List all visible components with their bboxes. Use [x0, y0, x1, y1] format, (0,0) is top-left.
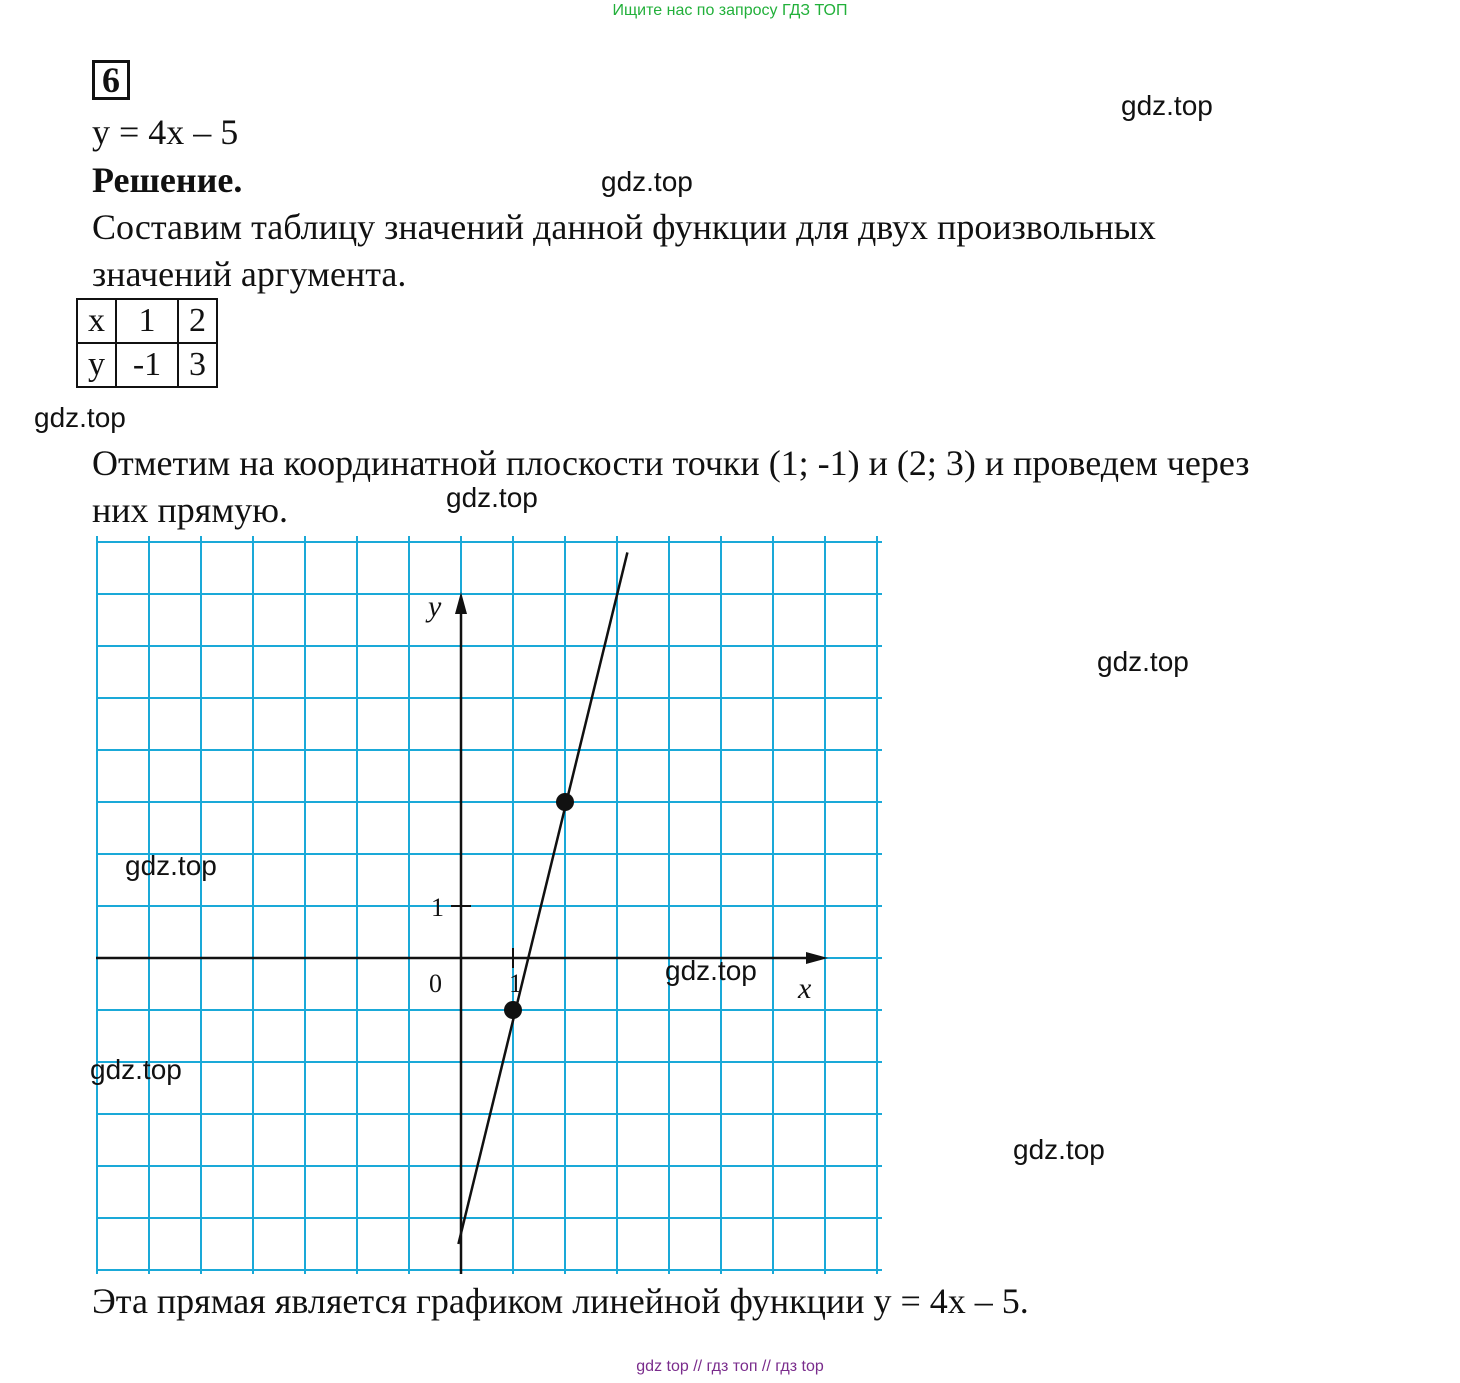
equation: y = 4x – 5: [92, 112, 239, 152]
y-axis-arrow: [455, 592, 467, 614]
paragraph-1-line-2: значений аргумента.: [92, 254, 407, 294]
grid: [96, 536, 882, 1274]
data-point: [504, 1001, 522, 1019]
watermark: gdz.top: [1013, 1134, 1105, 1165]
paragraph-2-line-1: Отметим на координатной плоскости точки (1; -1) и (2; 3) и проведем через: [92, 443, 1250, 483]
paragraph-1-line-1: Составим таблицу значений данной функции для двух произвольных: [92, 207, 1156, 247]
watermark: gdz.top: [125, 850, 217, 881]
data-point: [556, 793, 574, 811]
origin-label: 0: [429, 969, 442, 998]
paragraph-2-line-2: них прямую.: [92, 490, 289, 530]
watermark: gdz.top: [601, 166, 693, 197]
series-line: [458, 552, 627, 1244]
watermark: gdz.top: [1121, 90, 1213, 121]
table-cell: -1: [116, 343, 178, 387]
table-cell: 3: [178, 343, 217, 387]
x-axis-label: x: [798, 972, 812, 1005]
x-unit-label: 1: [509, 969, 522, 998]
watermark: gdz.top: [34, 402, 126, 433]
table-cell: 2: [178, 299, 217, 343]
table-cell: y: [77, 343, 116, 387]
watermark: gdz.top: [1097, 646, 1189, 677]
conclusion: Эта прямая является графиком линейной функции y = 4x – 5.: [92, 1281, 1029, 1321]
watermark: gdz.top: [446, 482, 538, 513]
tick-labels: [425, 590, 812, 1005]
watermark: gdz.top: [665, 955, 757, 986]
footer: gdz top // гдз топ // гдз top: [636, 1358, 824, 1375]
y-axis-label: y: [428, 590, 442, 623]
table-cell: x: [77, 299, 116, 343]
y-unit-label: 1: [431, 893, 444, 922]
table-cell: 1: [116, 299, 178, 343]
top-banner: Ищите нас по запросу ГДЗ ТОП: [612, 2, 848, 19]
series-layer: [458, 552, 627, 1244]
watermark: gdz.top: [90, 1054, 182, 1085]
problem-number: 6: [92, 60, 130, 100]
solution-heading: Решение.: [92, 160, 243, 200]
axes: [96, 592, 828, 1274]
